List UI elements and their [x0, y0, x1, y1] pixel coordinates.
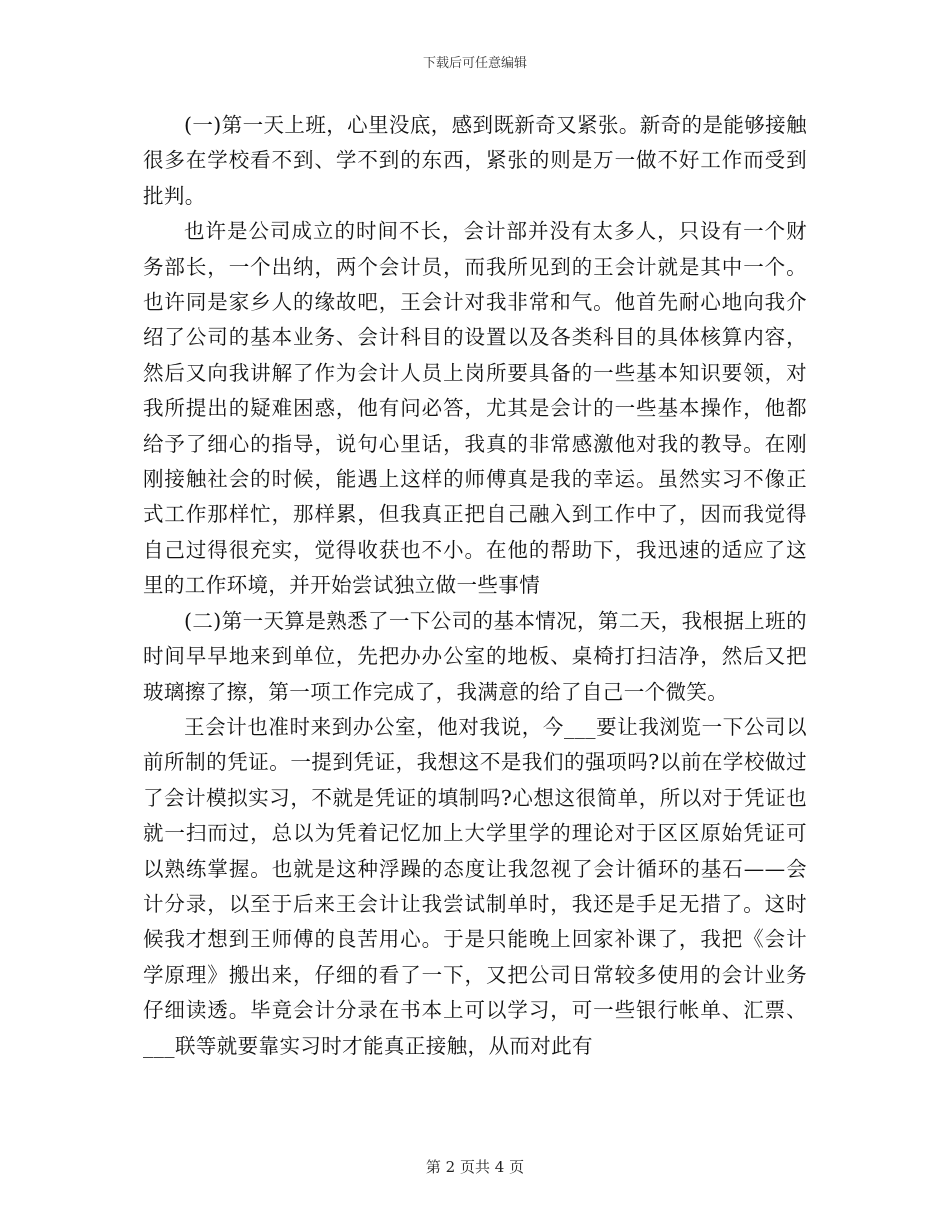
page-header: 下载后可任意编辑	[422, 56, 527, 71]
page-footer: 第 2 页共 4 页	[425, 1158, 525, 1176]
paragraph-1: (一)第一天上班，心里没底，感到既新奇又紧张。新奇的是能够接触很多在学校看不到、学不到的东西，紧张的则是万一做不好工作而受到批判。	[143, 113, 807, 208]
paragraph-4: 王会计也准时来到办公室，他对我说，今___要让我浏览一下公司以前所制的凭证。一提到凭证，我想这不是我们的强项吗?以前在学校做过了会计模拟实习，不就是凭证的填制吗?心想这很简单，所以对于凭证也就一扫而过，总以为凭着记忆加上大学里学的理论对于区区原始凭证可以熟练掌握。也就是这种浮躁的态度让我忽视了会计循环的基石——会计分录，以至于后来王会计让我尝试制单时，我还是手足无措了。这时候我才想到王师傅的良苦用心。于是只能晚上回家补课了，我把《会计学原理》搬出来，仔细的看了一下，又把公司日常较多使用的会计业务仔细读透。毕竟会计分录在书本上可以学习，可一些银行帐单、汇票、___联等就要靠实习时才能真正接触，从而对此有	[143, 714, 807, 1058]
document-body	[143, 108, 807, 1064]
paragraph-3: (二)第一天算是熟悉了一下公司的基本情况，第二天，我根据上班的时间早早地来到单位，先把办办公室的地板、桌椅打扫洁净，然后又把玻璃擦了擦，第一项工作完成了，我满意的给了自己一个微笑。	[143, 608, 807, 704]
paragraph-2: 也许是公司成立的时间不长，会计部并没有太多人，只设有一个财务部长，一个出纳，两个会计员，而我所见到的王会计就是其中一个。也许同是家乡人的缘故吧，王会计对我非常和气。他首先耐心地向我介绍了公司的基本业务、会计科目的设置以及各类科目的具体核算内容，然后又向我讲解了作为会计人员上岗所要具备的一些基本知识要领，对我所提出的疑难困惑，他有问必答，尤其是会计的一些基本操作，他都给予了细心的指导，说句心里话，我真的非常感激他对我的教导。在刚刚接触社会的时候，能遇上这样的师傅真是我的幸运。虽然实习不像正式工作那样忙，那样累，但我真正把自己融入到工作中了，因而我觉得自己过得很充实，觉得收获也不小。在他的帮助下，我迅速的适应了这里的工作环境，并开始尝试独立做一些事情	[143, 219, 807, 598]
